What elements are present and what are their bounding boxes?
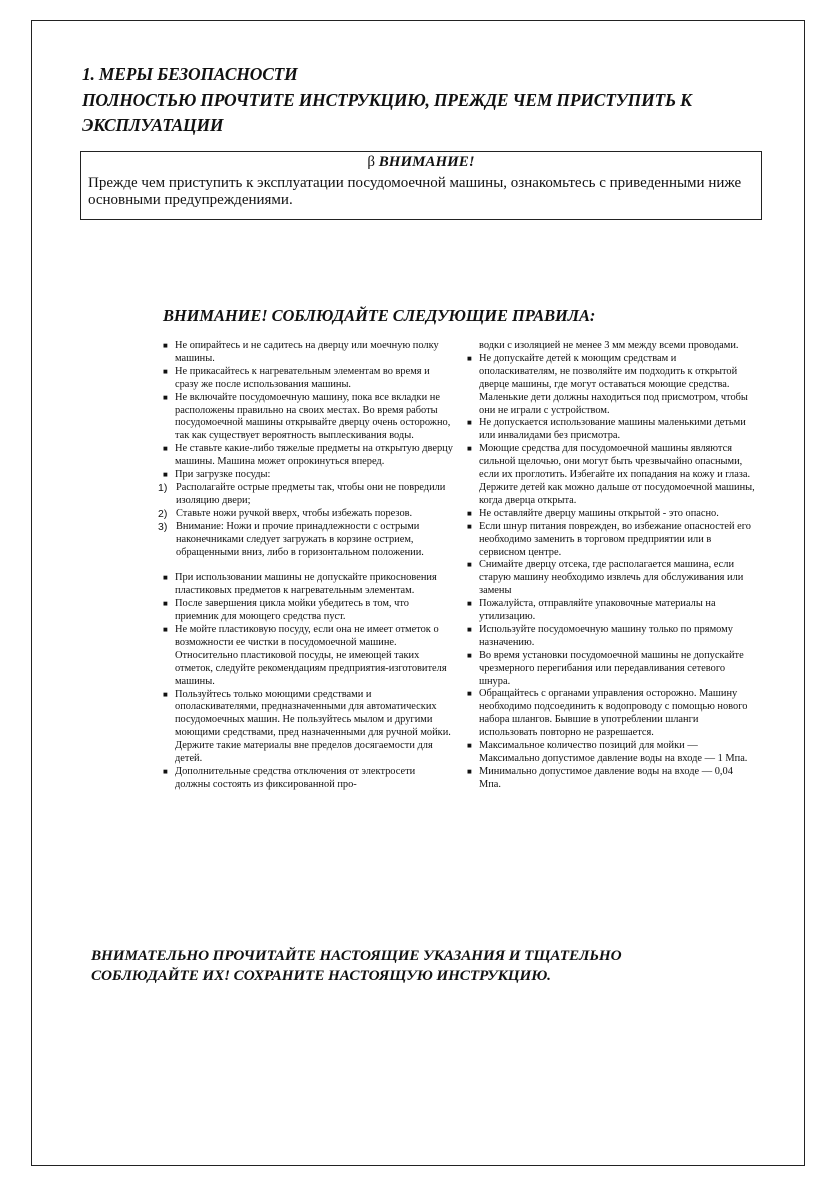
- rule-text: Во время установки посудомоечной машины не допускайте чрезмерного перегибания или передавливания сетевого шнура.: [479, 649, 744, 687]
- rule-number: 2): [158, 507, 168, 520]
- rule-item: [163, 366, 453, 392]
- bullet-icon: ■: [467, 418, 472, 428]
- bullet-icon: ■: [163, 689, 168, 699]
- rule-text: Не опирайтесь и не садитесь на дверцу или моечную полку машины.: [175, 340, 439, 364]
- rule-text: Располагайте острые предметы так, чтобы они не повредили изоляцию двери;: [176, 481, 446, 506]
- bullet-icon: ■: [467, 599, 472, 609]
- bullet-icon: ■: [467, 353, 472, 363]
- rule-item: [163, 598, 453, 624]
- rule-item: [467, 650, 757, 689]
- rule-item: [467, 417, 757, 443]
- rule-text: Используйте посудомоечную машину только по прямому назначению.: [479, 623, 733, 648]
- rule-text: Максимальное количество позиций для мойки — Максимально допустимое давление воды на входе — 1 Мпа.: [479, 740, 748, 764]
- bullet-icon: ■: [467, 508, 472, 518]
- warning-text: Прежде чем приступить к эксплуатации посудомоечной машины, ознакомьтесь с приведенными ниже основными предупреждениями.: [88, 175, 742, 208]
- rule-item: [467, 443, 757, 508]
- bullet-icon: ■: [163, 444, 168, 454]
- section-title: 1. МЕРЫ БЕЗОПАСНОСТИ: [82, 64, 298, 84]
- rule-item: [467, 740, 757, 766]
- rule-text: Не прикасайтесь к нагревательным элементам во время и сразу же после использования машины.: [175, 365, 430, 390]
- bullet-icon: ■: [163, 767, 168, 776]
- rules-title: ВНИМАНИЕ! СОБЛЮДАЙТЕ СЛЕДУЮЩИЕ ПРАВИЛА:: [163, 306, 596, 325]
- rule-item: [467, 766, 757, 792]
- rule-item: [163, 469, 453, 482]
- bullet-icon: ■: [467, 560, 472, 570]
- instruction-heading-line2: ЭКСПЛУАТАЦИИ: [82, 115, 224, 135]
- rule-item: [467, 392, 757, 418]
- bullet-icon: ■: [467, 741, 472, 751]
- instruction-heading-line1: ПОЛНОСТЬЮ ПРОЧТИТЕ ИНСТРУКЦИЮ, ПРЕЖДЕ ЧЕМ ПРИСТУПИТЬ К: [82, 90, 692, 110]
- warning-title: [81, 153, 761, 172]
- bullet-icon: ■: [163, 392, 168, 402]
- rule-item: [158, 520, 453, 560]
- rule-text: Минимально допустимое давление воды на входе — 0,04 Мпа.: [479, 765, 733, 790]
- warning-box: [80, 151, 762, 220]
- rule-item: [163, 340, 453, 366]
- bullet-icon: ■: [163, 625, 168, 635]
- rule-item: [467, 688, 757, 740]
- bullet-icon: ■: [163, 366, 168, 376]
- warning-symbol-icon: β: [367, 154, 376, 170]
- rule-item: [163, 624, 453, 689]
- rule-text: Не допускайте детей к моющим средствам и ополаскивателям, не позволяйте им подходить к открытой дверце машины, где могут оставаться моющие средства.: [479, 352, 738, 390]
- bullet-icon: ■: [163, 470, 168, 480]
- bullet-icon: ■: [467, 650, 472, 660]
- rule-text: Обращайтесь с органами управления осторожно. Машину необходимо подсоединить к водопроводу с помощью нового набора шлангов. Бывшие в употреблении шланги использовать повторно не разрешается.: [479, 688, 748, 739]
- bullet-icon: ■: [467, 624, 472, 634]
- rule-item: [163, 392, 453, 444]
- warning-title-text: ВНИМАНИЕ!: [378, 154, 475, 170]
- rule-item: [467, 521, 757, 560]
- rule-text: Пожалуйста, отправляйте упаковочные материалы на утилизацию.: [479, 598, 716, 623]
- rule-text: Ставьте ножи ручкой вверх, чтобы избежать порезов.: [176, 507, 413, 519]
- rule-item: [467, 508, 757, 521]
- rule-item: [163, 689, 453, 766]
- bullet-icon: ■: [163, 341, 168, 350]
- rule-text: Внимание: Ножи и прочие принадлежности с острыми наконечниками следует загружать в корзине острием, обращенными вниз, либо в горизонтальном положении.: [176, 520, 424, 558]
- rule-text: Не ставьте какие-либо тяжелые предметы на открытую дверцу машины. Машина может опрокинуться вперед.: [175, 443, 453, 468]
- bullet-icon: ■: [467, 521, 472, 531]
- rule-text: Моющие средства для посудомоечной машины являются сильной щелочью, они могут быть чрезвычайно опасными, если их проглотить. Избегайте их попадания на кожу и глаза. Держите детей как можно дальше от посудомоечной машины, когда дверца открыта.: [479, 443, 755, 506]
- rule-text: Не включайте посудомоечную машину, пока все вкладки не расположены правильно на своих местах. Во время работы посудомоечной машины открывайте дверцу очень осторожно, так как существует вероятность выплескивания воды.: [175, 391, 451, 442]
- rule-item: [163, 572, 453, 598]
- rule-text: При загрузке посуды:: [175, 469, 271, 481]
- rule-text: Дополнительные средства отключения от электросети должны состоять из фиксированной про-: [175, 766, 416, 790]
- rule-number: 1): [158, 481, 168, 494]
- footer-line2: СОБЛЮДАЙТЕ ИХ! СОХРАНИТЕ НАСТОЯЩУЮ ИНСТРУКЦИЮ.: [91, 967, 551, 984]
- footer-line1: ВНИМАТЕЛЬНО ПРОЧИТАЙТЕ НАСТОЯЩИЕ УКАЗАНИЯ И ТЩАТЕЛЬНО: [91, 947, 622, 964]
- rules-left-column: [158, 340, 453, 792]
- rule-text: Не допускается использование машины маленькими детьми или инвалидами без присмотра.: [479, 417, 746, 442]
- rule-item: [158, 507, 453, 521]
- rule-text: водки с изоляцией не менее 3 мм между всеми проводами.: [479, 340, 739, 351]
- rule-item: [467, 340, 757, 353]
- rule-text: Снимайте дверцу отсека, где располагается машина, если старую машину необходимо извлечь для обслуживания или замены: [479, 559, 744, 597]
- bullet-icon: ■: [467, 689, 472, 699]
- bullet-icon: ■: [163, 573, 168, 583]
- bullet-icon: ■: [467, 444, 472, 454]
- rule-number: 3): [158, 520, 168, 533]
- rule-text: После завершения цикла мойки убедитесь в том, что приемник для моющего средства пуст.: [175, 598, 409, 623]
- rule-text: При использовании машины не допускайте прикосновения пластиковых предметов к нагревательным элементам.: [175, 572, 437, 597]
- rule-item: [163, 766, 453, 792]
- rule-item: [163, 443, 453, 469]
- rules-right-column: [467, 340, 757, 792]
- rule-text: Пользуйтесь только моющими средствами и ополаскивателями, предназначенными для автоматических посудомоечных машин. Не пользуйтесь мылом и другими моющими средствами, пред назначенными для ручной мойки. Держите такие материалы вне пределов досягаемости для детей.: [175, 688, 451, 765]
- rule-item: [467, 559, 757, 598]
- rule-text: Маленькие дети должны находиться под присмотром, чтобы они не играли с устройством.: [479, 391, 748, 416]
- bullet-icon: ■: [163, 599, 168, 609]
- bullet-icon: ■: [467, 766, 472, 776]
- rule-text: Если шнур питания поврежден, во избежание опасностей его необходимо заменить в торговом предприятии или в сервисном центре.: [479, 520, 751, 558]
- rule-text: Не оставляйте дверцу машины открытой - это опасно.: [479, 507, 719, 519]
- rule-item: [467, 598, 757, 624]
- rule-item: [467, 353, 757, 392]
- rule-item: [158, 481, 453, 508]
- rule-text: Не мойте пластиковую посуду, если она не имеет отметок о возможности ее чистки в посудомоечной машине. Относительно пластиковой посуды, не имеющей таких отметок, следуйте рекомендациям предприятия-изготовителя машины.: [175, 624, 447, 687]
- rule-item: [467, 624, 757, 650]
